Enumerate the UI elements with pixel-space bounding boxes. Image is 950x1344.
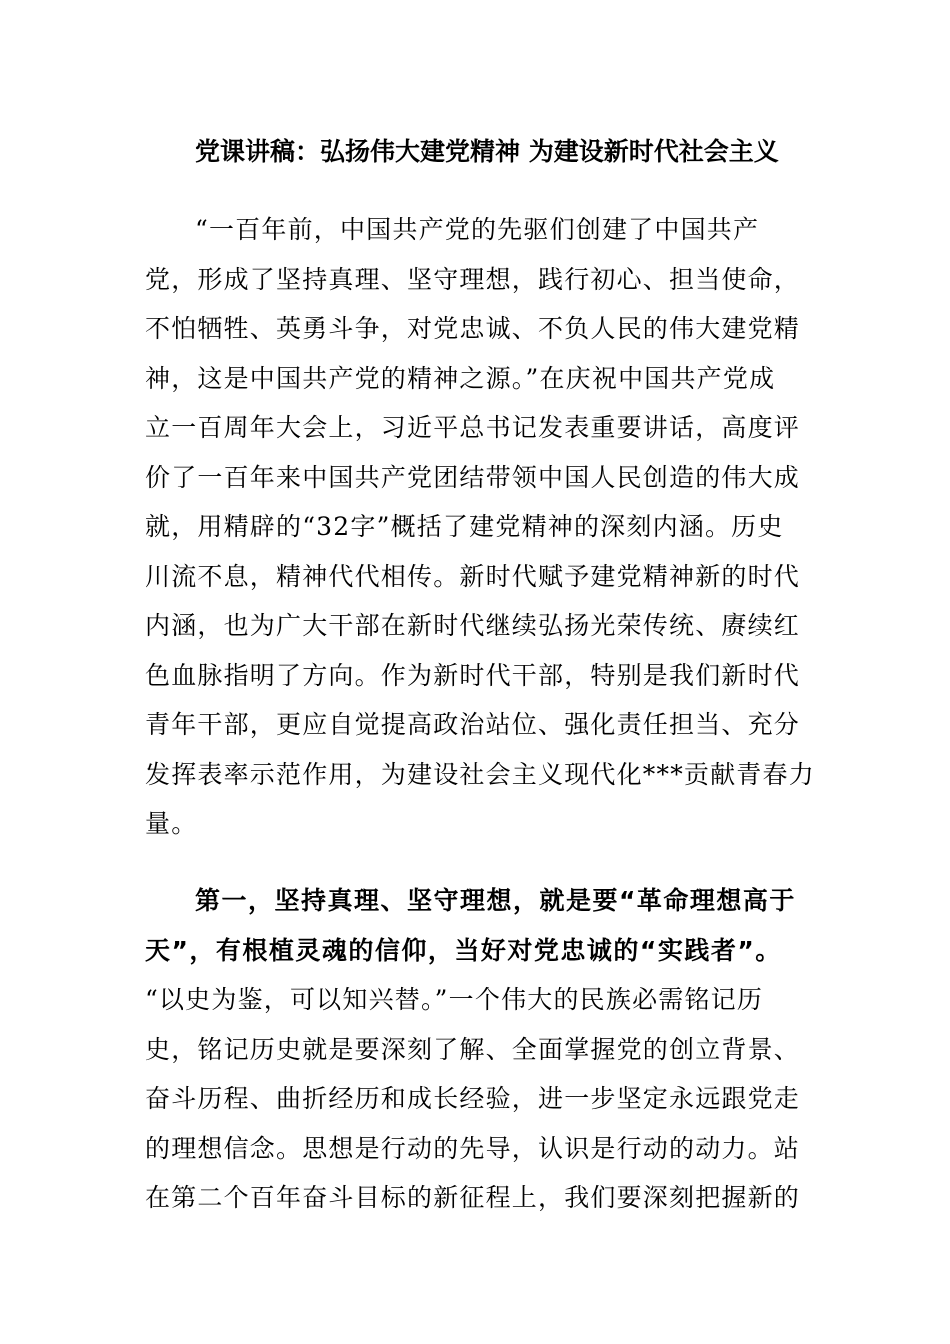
paragraph-line: 在第二个百年奋斗目标的新征程上，我们要深刻把握新的 bbox=[145, 1183, 801, 1212]
paragraph-line: 价了一百年来中国共产党团结带领中国人民创造的伟大成 bbox=[145, 462, 801, 492]
paragraph-line: 色血脉指明了方向。作为新时代干部，特别是我们新时代 bbox=[145, 660, 801, 690]
paragraph-line: 青年干部，更应自觉提高政治站位、强化责任担当、充分 bbox=[145, 710, 801, 739]
paragraph-line: 量。 bbox=[145, 809, 198, 838]
paragraph-line: 就，用精辟的“32字”概括了建党精神的深刻内涵。历史 bbox=[145, 512, 784, 541]
paragraph-intro bbox=[145, 205, 815, 849]
paragraph-line: 神，这是中国共产党的精神之源。”在庆祝中国共产党成 bbox=[145, 363, 776, 393]
paragraph-line: 立一百周年大会上，习近平总书记发表重要讲话，高度评 bbox=[145, 413, 801, 442]
paragraph-line: 不怕牺牲、英勇斗争，对党忠诚、不负人民的伟大建党精 bbox=[145, 314, 801, 343]
paragraph-line: “以史为鉴，可以知兴替。”一个伟大的民族必需铭记历 bbox=[145, 985, 764, 1014]
paragraph-line: 史，铭记历史就是要深刻了解、全面掌握党的创立背景、 bbox=[145, 1034, 801, 1064]
paragraph-line: 内涵，也为广大干部在新时代继续弘扬光荣传统、赓续红 bbox=[145, 611, 801, 640]
paragraph-point-one bbox=[145, 876, 810, 1223]
paragraph-line: 党，形成了坚持真理、坚守理想，践行初心、担当使命， bbox=[145, 264, 801, 294]
paragraph-line: 川流不息，精神代代相传。新时代赋予建党精神新的时代 bbox=[145, 561, 801, 591]
section-heading-line: 第一，坚持真理、坚守理想，就是要“革命理想高于 bbox=[195, 886, 796, 915]
paragraph-line: 发挥表率示范作用，为建设社会主义现代化***贡献青春力 bbox=[145, 759, 815, 789]
paragraph-line: 的理想信念。思想是行动的先导，认识是行动的动力。站 bbox=[145, 1133, 801, 1163]
paragraph-line: 奋斗历程、曲折经历和成长经验，进一步坚定永远跟党走 bbox=[145, 1084, 801, 1113]
paragraph-line: “一百年前，中国共产党的先驱们创建了中国共产 bbox=[195, 215, 760, 244]
section-heading-line: 天”，有根植灵魂的信仰，当好对党忠诚的“实践者”。 bbox=[145, 935, 782, 965]
document-title: 党课讲稿：弘扬伟大建党精神 为建设新时代社会主义 bbox=[195, 137, 779, 166]
